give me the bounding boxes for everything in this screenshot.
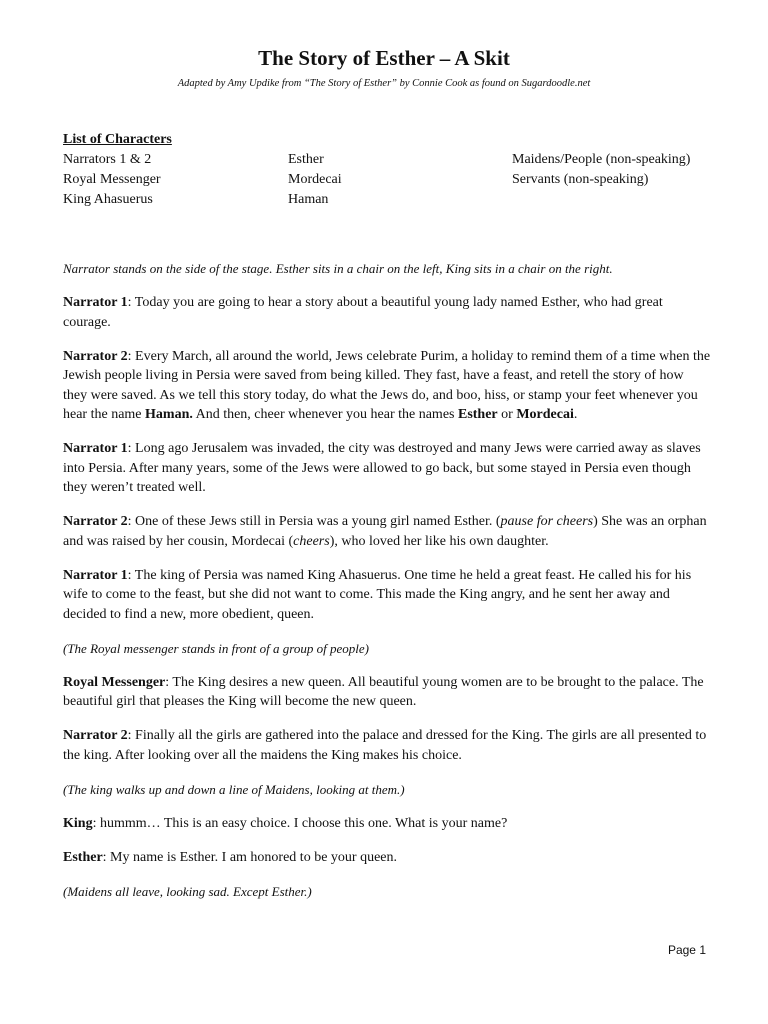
dialogue-line xyxy=(63,347,711,425)
character-name: Esther xyxy=(288,152,324,167)
dialogue-text: : The king of Persia was named King Ahasuerus. One time he held a great feast. He called his for his wife to come to the feast, but she did not want to come. This made the King angry, and he sent her away and decided to find a new, more obedient, queen. xyxy=(63,567,692,622)
name-emphasis: Mordecai xyxy=(516,407,574,422)
dialogue-text: : The King desires a new queen. All beautiful young women are to be brought to the palace. The beautiful girl that pleases the King will become the new queen. xyxy=(63,674,704,709)
speaker-name: Narrator 2 xyxy=(63,514,128,529)
character-name: Haman xyxy=(288,192,329,207)
dialogue-line xyxy=(63,726,711,765)
dialogue-text: : One of these Jews still in Persia was a young girl named Esther. ( xyxy=(127,514,501,529)
dialogue-text: : Long ago Jerusalem was invaded, the city was destroyed and many Jews were carried away as slaves into Persia. After many years, some of the Jews were allowed to go back, but some stayed in Persia even though they weren’t treated well. xyxy=(63,441,701,495)
dialogue-line xyxy=(63,814,711,834)
script-body xyxy=(63,259,711,916)
character-row xyxy=(63,150,723,170)
dialogue-text: ) She was an orphan and was raised by her cousin, Mordecai ( xyxy=(63,514,707,549)
dialogue-text: : Finally all the girls are gathered into the palace and dressed for the King. The girls are all presented to the king. After looking over all the maidens the King makes his choice. xyxy=(63,728,707,763)
stage-direction: (The Royal messenger stands in front of a group of people) xyxy=(63,640,369,656)
character-name: Maidens/People (non-speaking) xyxy=(512,152,691,167)
character-row xyxy=(63,190,723,210)
dialogue-line xyxy=(63,566,711,625)
speaker-name: Narrator 2 xyxy=(63,348,128,364)
inline-direction: cheers xyxy=(293,533,330,549)
character-list xyxy=(63,130,723,210)
dialogue-line xyxy=(63,439,711,498)
character-name xyxy=(512,190,723,210)
dialogue-text: : Every March, all around the world, Jews celebrate Purim, a holiday to remind them of a time when the Jewish people living in Persia were saved from being killed. They fast, have a feast, and retell the story of how they were saved. As we tell this story today, do what the Jews do, and boo, hiss, or stamp your feet whenever you hear the name xyxy=(63,348,711,422)
page-number: Page 1 xyxy=(667,943,706,957)
inline-direction: pause for cheers xyxy=(500,514,594,529)
dialogue-text: : Today you are going to hear a story about a beautiful young lady named Esther, who had great courage. xyxy=(63,295,663,330)
dialogue-line xyxy=(63,512,711,551)
name-emphasis: Esther xyxy=(457,407,498,422)
document-title: The Story of Esther – A Skit xyxy=(258,46,510,70)
attribution: Adapted by Amy Updike from “The Story of Esther” by Connie Cook as found on Sugardoodle.net xyxy=(177,78,591,89)
dialogue-line xyxy=(63,673,711,712)
character-name: Servants (non-speaking) xyxy=(512,172,649,187)
stage-direction: (The king walks up and down a line of Maidens, looking at them.) xyxy=(63,781,405,797)
dialogue-text: : My name is Esther. I am honored to be your queen. xyxy=(102,849,397,865)
character-name: Mordecai xyxy=(288,172,342,187)
dialogue-text: ), who loved her like his own daughter. xyxy=(329,533,549,549)
character-list-heading: List of Characters xyxy=(63,132,172,147)
dialogue-text: : hummm… This is an easy choice. I choose this one. What is your name? xyxy=(92,815,508,831)
speaker-name: Narrator 2 xyxy=(63,728,128,743)
speaker-name: Narrator 1 xyxy=(63,441,128,456)
stage-direction: Narrator stands on the side of the stage. Esther sits in a chair on the left, King sits in a chair on the right. xyxy=(63,261,613,276)
character-name: Royal Messenger xyxy=(63,172,161,187)
dialogue-text: or xyxy=(497,407,517,422)
dialogue-line xyxy=(63,293,711,332)
speaker-name: King xyxy=(63,815,93,831)
speaker-name: Esther xyxy=(63,849,103,865)
dialogue-text: . xyxy=(573,407,578,422)
speaker-name: Royal Messenger xyxy=(63,674,166,690)
character-name: Narrators 1 & 2 xyxy=(63,152,152,167)
character-row xyxy=(63,170,723,190)
speaker-name: Narrator 1 xyxy=(63,295,128,310)
stage-direction: (Maidens all leave, looking sad. Except Esther.) xyxy=(63,883,312,899)
character-name: King Ahasuerus xyxy=(63,192,153,207)
dialogue-text: And then, cheer whenever you hear the names xyxy=(192,407,458,422)
name-emphasis: Haman. xyxy=(145,407,193,422)
speaker-name: Narrator 1 xyxy=(63,567,128,583)
dialogue-line xyxy=(63,848,711,868)
